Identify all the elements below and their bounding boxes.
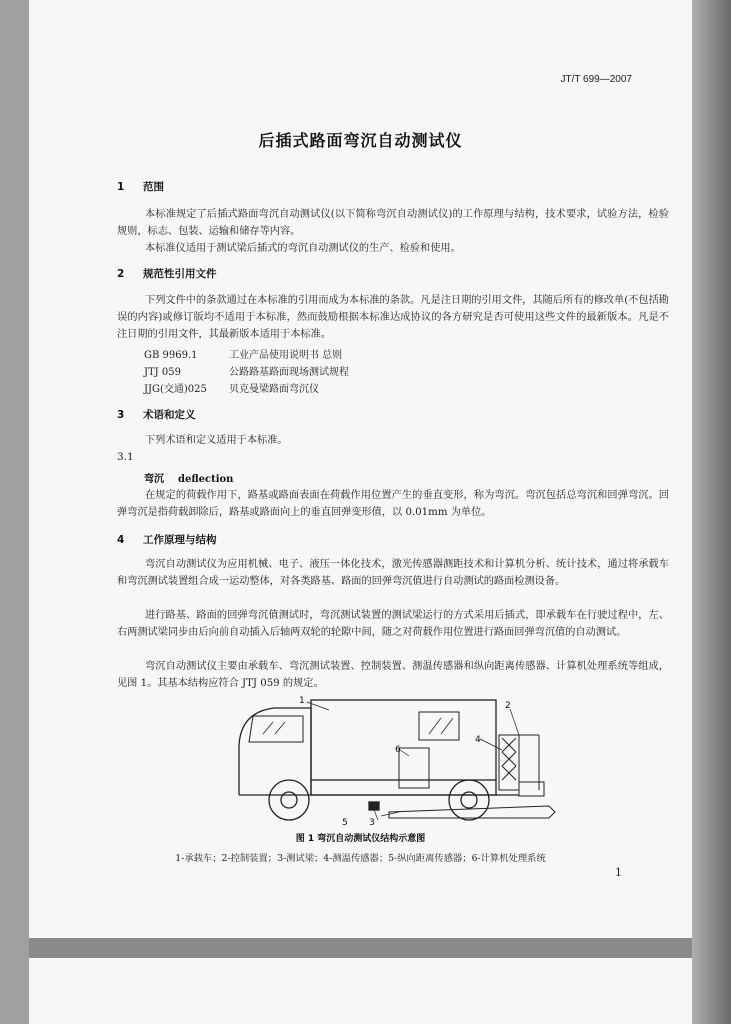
section-1-heading	[117, 179, 164, 194]
section-number: 4	[117, 534, 125, 546]
term-english: deflection	[178, 474, 234, 485]
rear-wheel	[449, 780, 489, 820]
label-6: 6	[395, 745, 401, 755]
normative-paragraph: 下列文件中的条款通过在本标准的引用而成为本标准的条款。凡是注日期的引用文件，其随后所有的修改单(不包括勘误的内容)或修订版均不适用于本标准，然而鼓励根据本标准达成协议的各方研究是否可使用这些文件的最新版本。凡是不注日期的引用文件，其最新版本适用于本标准。	[117, 295, 669, 340]
section-number: 1	[117, 181, 125, 193]
section-title: 术语和定义	[143, 409, 196, 421]
scope-paragraph-2: 本标准仪适用于测试梁后插式的弯沉自动测试仪的生产、检验和使用。	[145, 243, 461, 254]
figure-caption: 图 1 弯沉自动测试仪结构示意图	[295, 834, 426, 844]
section-3-heading	[117, 407, 196, 422]
principle-paragraph-3: 弯沉自动测试仪主要由承载车、弯沉测试装置、控制装置、测温传感器和纵向距离传感器、计算机处理系统等组成，见图 1。其基本结构应符合 JTJ 059 的规定。	[117, 661, 669, 689]
page-number: 1	[615, 866, 622, 879]
label-2: 2	[505, 701, 511, 711]
section-number: 2	[117, 268, 125, 280]
control-device	[499, 735, 544, 796]
reference-code: GB 9969.1	[144, 350, 198, 361]
front-wheel	[269, 780, 309, 820]
reference-title: 贝克曼梁路面弯沉仪	[229, 384, 319, 395]
cargo-box	[311, 700, 496, 780]
label-3: 3	[369, 818, 375, 828]
standard-code: JT/T 699—2007	[560, 74, 632, 85]
label-5: 5	[342, 818, 348, 828]
reference-title: 工业产品使用说明书 总则	[229, 350, 343, 361]
label-4: 4	[475, 735, 481, 745]
section-title: 规范性引用文件	[143, 268, 217, 280]
scope-paragraph-1: 本标准规定了后插式路面弯沉自动测试仪(以下简称弯沉自动测试仪)的工作原理与结构，技术要求，试验方法，检验规则，标志、包装、运输和储存等内容。	[117, 209, 669, 237]
reference-item	[144, 346, 342, 361]
subclause-number: 3.1	[117, 451, 134, 463]
figure-1-truck-diagram	[219, 690, 569, 830]
reference-item	[144, 363, 349, 378]
distance-sensor	[369, 802, 379, 810]
principle-paragraph-2: 进行路基、路面的回弹弯沉值测试时，弯沉测试装置的测试梁运行的方式采用后插式，即承载车在行驶过程中，左、右两测试梁同步由后向前自动插入后轴两双轮的轮隙中间，随之对荷载作用位置进行路面回弹弯沉值的自动测试。	[117, 610, 669, 638]
terms-intro: 下列术语和定义适用于本标准。	[145, 435, 288, 446]
section-4-heading	[117, 532, 217, 547]
document-page	[29, 0, 692, 938]
principle-paragraph-1: 弯沉自动测试仪为应用机械、电子、液压一体化技术，激光传感器测距技术和计算机分析、统计技术，通过将承载车和弯沉测试装置组合成一运动整体，对各类路基、路面的回弹弯沉值进行自动测试的路面检测设备。	[117, 559, 669, 587]
computer-system	[399, 748, 429, 788]
cab-outline	[239, 708, 311, 795]
next-page-preview	[29, 958, 692, 1024]
term-entry	[144, 470, 233, 485]
section-title: 范围	[143, 181, 164, 193]
label-1: 1	[299, 696, 305, 706]
reference-title: 公路路基路面现场测试规程	[229, 367, 349, 378]
box-window	[419, 712, 459, 740]
cab-window	[249, 716, 303, 742]
term-definition: 在规定的荷载作用下，路基或路面表面在荷载作用位置产生的垂直变形，称为弯沉。弯沉包括总弯沉和回弹弯沉。回弹弯沉是指荷载卸除后，路基或路面向上的垂直回弹变形值，以 0.01mm 为单位。	[117, 490, 669, 518]
term-chinese: 弯沉	[144, 474, 164, 485]
reference-item	[144, 380, 319, 395]
reference-code: JJG(交通)025	[144, 384, 207, 395]
section-2-heading	[117, 266, 217, 281]
reference-code: JTJ 059	[144, 367, 181, 378]
section-title: 工作原理与结构	[143, 534, 217, 546]
document-title: 后插式路面弯沉自动测试仪	[258, 131, 463, 150]
figure-legend: 1-承载车；2-控制装置；3-测试梁；4-测温传感器；5-纵向距离传感器；6-计算机处理系统	[175, 853, 546, 864]
section-number: 3	[117, 409, 125, 421]
